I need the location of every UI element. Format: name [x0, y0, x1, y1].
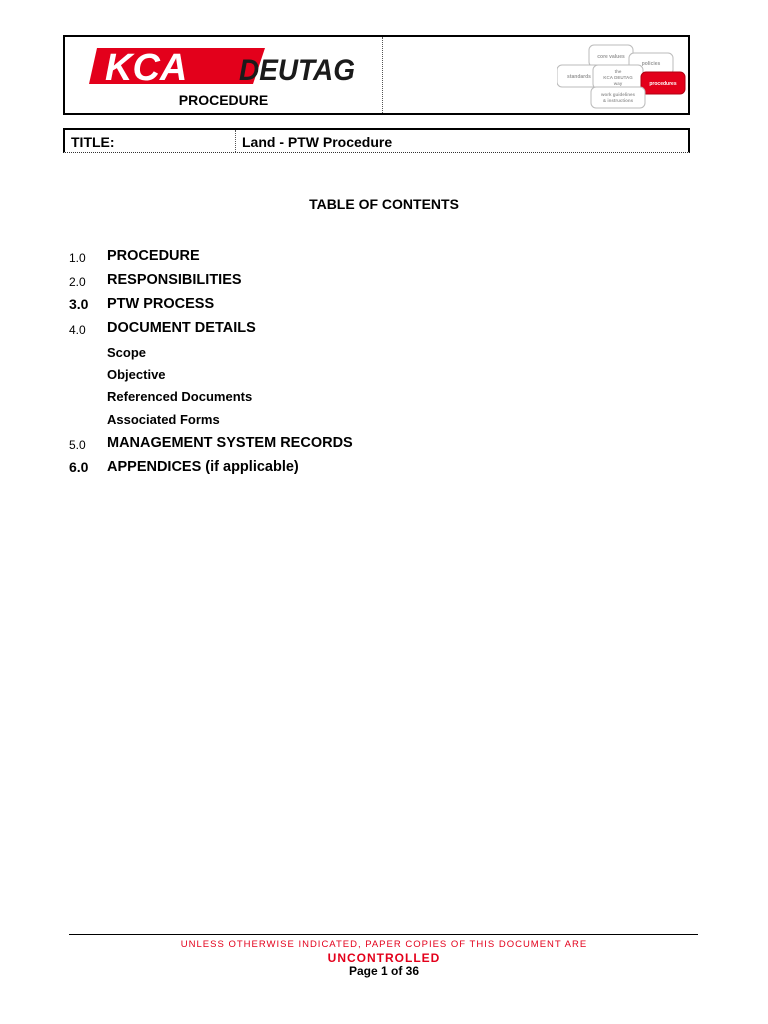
document-title: Land - PTW Procedure	[242, 134, 393, 150]
svg-text:procedures: procedures	[649, 81, 677, 87]
footer-notice: UNLESS OTHERWISE INDICATED, PAPER COPIES OF THIS DOCUMENT ARE	[180, 939, 588, 950]
title-divider	[235, 130, 236, 152]
svg-text:work guidelines: work guidelines	[600, 92, 636, 97]
toc-item-number: 5.0	[69, 438, 86, 452]
toc-subitem-title: Scope	[107, 345, 147, 360]
toc-item-title: PTW PROCESS	[107, 296, 215, 312]
toc-item-title: PROCEDURE	[107, 248, 200, 264]
kca-way-diagram	[557, 43, 689, 109]
toc-item-title: APPENDICES (if applicable)	[107, 459, 299, 475]
toc-item-number: 4.0	[69, 323, 86, 337]
svg-text:the: the	[614, 69, 622, 74]
uncontrolled-label: UNCONTROLLED	[327, 951, 441, 965]
toc-item-number: 2.0	[69, 275, 86, 289]
doc-type-label: PROCEDURE	[178, 92, 269, 108]
svg-text:& instructions: & instructions	[602, 98, 634, 103]
svg-text:core values: core values	[597, 54, 625, 60]
toc-item-number: 1.0	[69, 251, 86, 265]
toc-item-number: 6.0	[69, 459, 89, 475]
svg-text:way: way	[613, 81, 623, 86]
toc-item-title: DOCUMENT DETAILS	[107, 320, 256, 336]
toc-subitem-title: Associated Forms	[107, 412, 220, 427]
toc-item-title: MANAGEMENT SYSTEM RECORDS	[107, 435, 353, 451]
toc-heading: TABLE OF CONTENTS	[309, 196, 459, 212]
svg-text:KCA DEUTAG: KCA DEUTAG	[603, 75, 633, 80]
toc-item-number: 3.0	[69, 296, 89, 312]
footer-divider	[69, 934, 698, 935]
svg-text:standards: standards	[567, 74, 591, 80]
svg-text:policies: policies	[641, 61, 661, 67]
title-row	[63, 128, 690, 153]
svg-text:DEUTAG: DEUTAG	[239, 54, 355, 87]
toc-item-title: RESPONSIBILITIES	[107, 272, 242, 288]
kca-deutag-logo	[89, 44, 359, 88]
document-header	[63, 35, 690, 115]
svg-text:KCA: KCA	[105, 47, 188, 88]
title-label: TITLE:	[71, 134, 115, 150]
toc-subitem-title: Referenced Documents	[107, 389, 253, 404]
header-divider	[382, 37, 383, 113]
page-number: Page 1 of 36	[348, 964, 420, 978]
toc-subitem-title: Objective	[107, 367, 166, 382]
